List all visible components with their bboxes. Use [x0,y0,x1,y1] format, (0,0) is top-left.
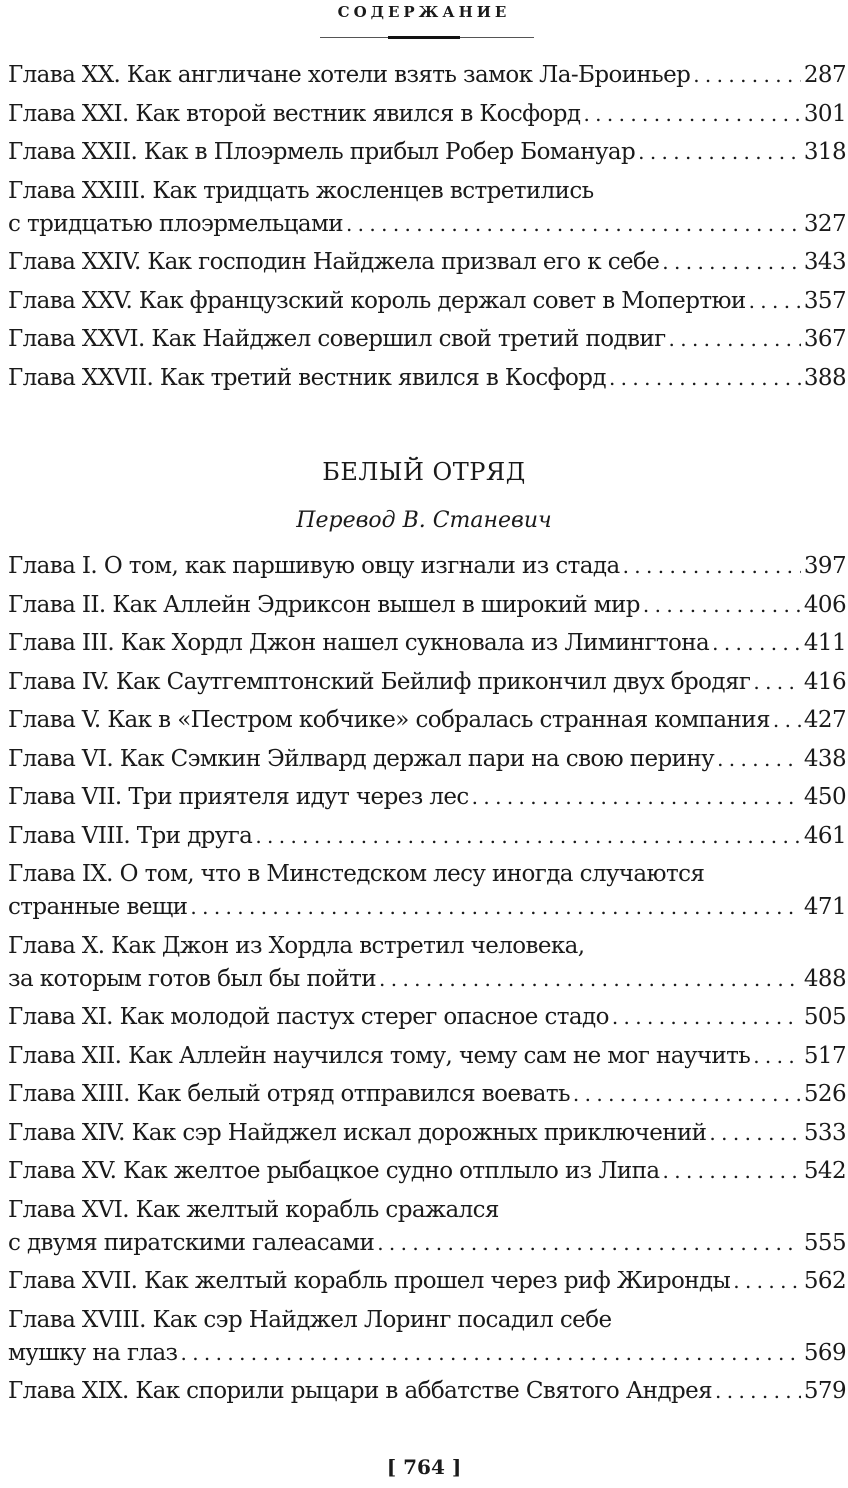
toc-list-top [8,62,846,403]
toc-entry [8,288,846,327]
toc-entry-title: мушку на глаз [8,1339,178,1366]
dot-leader [663,1159,801,1183]
toc-entry [8,249,846,288]
dot-leader [346,212,801,236]
dot-leader [709,1121,800,1145]
toc-entry-page: 562 [803,1268,846,1294]
toc-entry-page: 327 [803,210,846,237]
toc-entry-page: 406 [803,591,846,618]
toc-entry [8,707,846,746]
toc-entry-title-line: Глава XVI. Как желтый корабль сражался [8,1196,499,1223]
dot-leader [377,1231,801,1255]
toc-entry [8,784,846,823]
toc-entry-page: 542 [803,1158,846,1184]
toc-entry [8,1268,846,1307]
toc-entry-title: Глава XII. Как Аллейн научился тому, чему сам не мог научить [8,1042,751,1069]
toc-entry [8,62,846,101]
section-subtitle: Перевод В. Станевич [296,508,552,533]
dot-leader [643,593,801,617]
toc-entry [8,592,846,631]
toc-entry-page: 411 [803,630,846,656]
dot-leader [612,1005,801,1029]
section-title: БЕЛЫЙ ОТРЯД [322,458,526,486]
toc-entry-page: 569 [803,1339,846,1366]
toc-entry [8,1081,846,1120]
toc-entry-page: 287 [803,62,846,88]
toc-entry-title-line: Глава XXIII. Как тридцать жосленцев встретились [8,177,594,204]
toc-entry-title-line: Глава X. Как Джон из Хордла встретил человека, [8,932,585,959]
toc-entry [8,669,846,708]
toc-entry-page: 517 [803,1042,846,1069]
dot-leader [190,895,800,919]
toc-entry [8,630,846,669]
toc-entry-title: Глава VI. Как Сэмкин Эйлвард держал пари на свою перину [8,745,715,772]
toc-entry-page: 579 [803,1378,846,1404]
toc-entry [8,553,846,592]
toc-entry [8,1043,846,1082]
head-rule-accent [388,36,460,39]
toc-entry-page: 450 [803,784,846,810]
toc-entry-page: 526 [803,1081,846,1107]
toc-entry-page: 471 [803,894,846,920]
toc-entry-page: 438 [803,745,846,772]
toc-entry [8,211,846,250]
toc-entry-title: Глава XIII. Как белый отряд отправился воевать [8,1081,570,1107]
toc-entry-title: с двумя пиратскими галеасами [8,1229,375,1256]
toc-entry-page: 388 [803,364,846,391]
toc-entry-title: Глава XIV. Как сэр Найджел искал дорожных приключений [8,1119,707,1146]
toc-entry-page: 505 [803,1004,846,1030]
toc-entry [8,1120,846,1159]
toc-entry-page: 357 [803,287,846,314]
toc-entry-title: Глава IV. Как Саутгемптонский Бейлиф прикончил двух бродяг [8,668,751,695]
toc-entry-title: Глава XX. Как англичане хотели взять замок Ла-Броиньер [8,62,691,88]
toc-entry-title: Глава XI. Как молодой пастух стерег опасное стадо [8,1004,609,1030]
dot-leader [733,1269,801,1293]
toc-entry-page: 555 [803,1229,846,1256]
toc-entry-title: Глава XV. Как желтое рыбацкое судно отплыло из Липа [8,1158,660,1184]
toc-entry [8,823,846,862]
dot-leader [638,140,801,164]
page-number: [ 764 ] [386,1455,462,1479]
toc-entry-title-line: Глава XVIII. Как сэр Найджел Лоринг посадил себе [8,1306,612,1333]
toc-entry [8,966,846,1005]
toc-entry-title: Глава XXVI. Как Найджел совершил свой третий подвиг [8,326,666,352]
toc-list-bottom [8,553,846,1417]
toc-entry [8,101,846,140]
toc-entry [8,326,846,365]
toc-entry-page: 416 [803,668,846,695]
toc-entry [8,1230,846,1269]
toc-entry-title: Глава VIII. Три друга [8,822,253,849]
toc-entry-title: с тридцатью плоэрмельцами [8,210,343,237]
dot-leader [609,366,801,390]
toc-entry-page: 488 [803,965,846,992]
dot-leader [715,1379,801,1403]
dot-leader [712,631,801,655]
toc-entry-page: 301 [803,100,846,127]
toc-entry [8,1158,846,1197]
toc-entry-title: странные вещи [8,894,188,920]
toc-entry-title: Глава XXIV. Как господин Найджела призвал его к себе [8,249,660,275]
dot-leader [472,785,801,809]
dot-leader [717,747,801,771]
dot-leader [573,1082,801,1106]
toc-entry [8,746,846,785]
toc-entry-title: Глава V. Как в «Пестром кобчике» собралась странная компания [8,707,770,733]
toc-entry-title: за которым готов был бы пойти [8,965,377,992]
toc-entry [8,1378,846,1417]
toc-entry-title: Глава XXV. Как французский король держал совет в Мопертюи [8,287,746,314]
toc-entry-page: 397 [803,553,846,579]
toc-entry-page: 427 [803,707,846,733]
toc-entry [8,894,846,933]
toc-entry-page: 461 [803,822,846,849]
dot-leader [669,327,801,351]
dot-leader [693,63,801,87]
dot-leader [255,824,801,848]
toc-entry-page: 533 [803,1119,846,1146]
toc-entry-title: Глава III. Как Хордл Джон нашел сукновала из Лимингтона [8,630,710,656]
toc-entry-title: Глава II. Как Аллейн Эдриксон вышел в широкий мир [8,591,640,618]
toc-entry-title: Глава XXII. Как в Плоэрмель прибыл Робер Бомануар [8,139,636,165]
toc-entry-page: 318 [803,139,846,165]
toc-entry [8,139,846,178]
dot-leader [379,967,801,991]
toc-entry [8,365,846,404]
dot-leader [773,708,801,732]
running-head: СОДЕРЖАНИЕ [337,3,511,21]
toc-entry-title: Глава XXVII. Как третий вестник явился в Косфорд [8,364,606,391]
toc-entry-page: 343 [803,249,846,275]
dot-leader [749,289,801,313]
dot-leader [181,1341,801,1365]
toc-entry-title-line: Глава IX. О том, что в Минстедском лесу иногда случаются [8,861,705,887]
toc-entry-title: Глава XXI. Как второй вестник явился в Косфорд [8,100,581,127]
toc-entry-title: Глава VII. Три приятеля идут через лес [8,784,469,810]
dot-leader [662,250,801,274]
toc-entry-page: 367 [803,326,846,352]
toc-entry-title: Глава XVII. Как желтый корабль прошел через риф Жиронды [8,1268,731,1294]
toc-entry [8,1004,846,1043]
toc-entry-title: Глава XIX. Как спорили рыцари в аббатстве Святого Андрея [8,1378,713,1404]
dot-leader [753,1044,801,1068]
toc-entry-title: Глава I. О том, как паршивую овцу изгнали из стада [8,553,620,579]
toc-entry [8,1340,846,1379]
dot-leader [623,554,801,578]
dot-leader [583,102,800,126]
dot-leader [753,670,801,694]
